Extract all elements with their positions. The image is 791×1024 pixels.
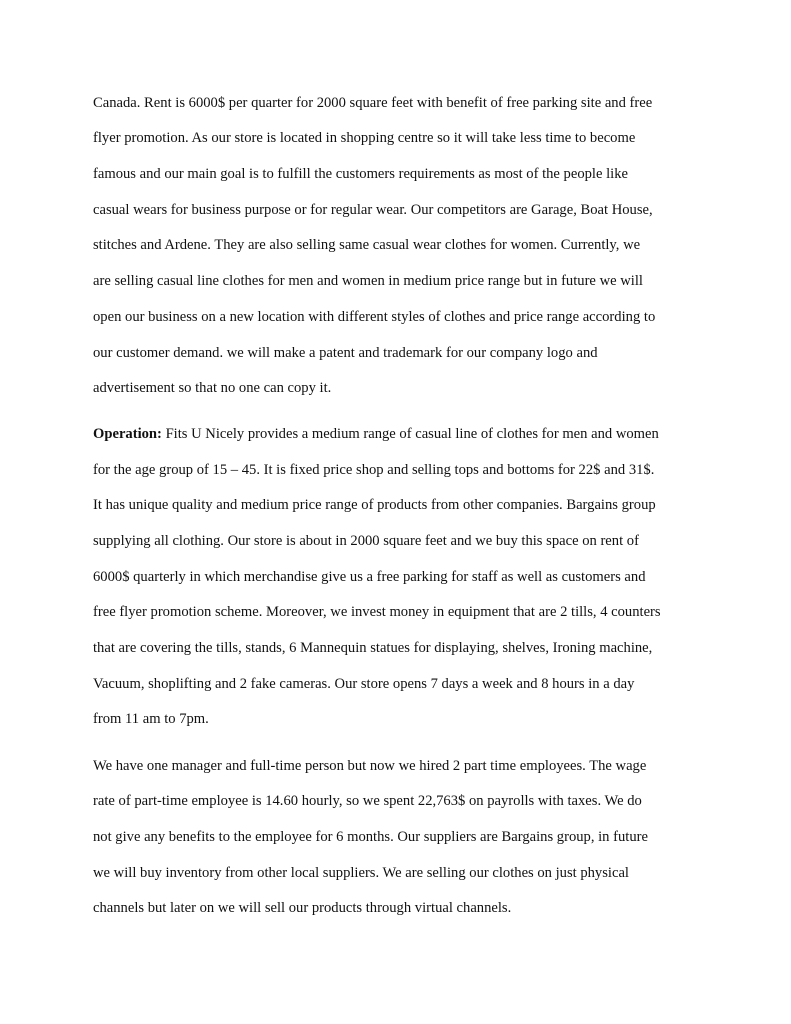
text-line: supplying all clothing. Our store is about in 2000 square feet and we buy this space on rent of bbox=[93, 533, 639, 549]
text-line: rate of part-time employee is 14.60 hourly, so we spent 22,763$ on payrolls with taxes. We do bbox=[93, 793, 642, 809]
text-line: open our business on a new location with different styles of clothes and price range according to bbox=[93, 309, 656, 325]
text-line: casual wears for business purpose or for regular wear. Our competitors are Garage, Boat House, bbox=[93, 202, 653, 218]
text-line: Vacuum, shoplifting and 2 fake cameras. Our store opens 7 days a week and 8 hours in a day bbox=[93, 676, 635, 692]
text-line: It has unique quality and medium price range of products from other companies. Bargains group bbox=[93, 497, 656, 513]
text-line: we will buy inventory from other local suppliers. We are selling our clothes on just physical bbox=[93, 865, 629, 881]
text-line: Canada. Rent is 6000$ per quarter for 2000 square feet with benefit of free parking site and free bbox=[93, 95, 653, 111]
text-line bbox=[93, 425, 659, 443]
text-segment: Fits U Nicely provides a medium range of casual line of clothes for men and women bbox=[161, 426, 659, 442]
text-line: advertisement so that no one can copy it. bbox=[93, 380, 332, 396]
text-line: our customer demand. we will make a patent and trademark for our company logo and bbox=[93, 345, 598, 361]
text-line: from 11 am to 7pm. bbox=[93, 711, 209, 727]
text-line: are selling casual line clothes for men and women in medium price range but in future we will bbox=[93, 273, 643, 289]
text-line: We have one manager and full-time person but now we hired 2 part time employees. The wage bbox=[93, 758, 647, 774]
text-line: free flyer promotion scheme. Moreover, we invest money in equipment that are 2 tills, 4 counters bbox=[93, 604, 661, 620]
section-heading-operation: Operation: bbox=[93, 426, 162, 442]
text-line: channels but later on we will sell our products through virtual channels. bbox=[93, 900, 512, 916]
text-line: stitches and Ardene. They are also selling same casual wear clothes for women. Currently, we bbox=[93, 237, 641, 253]
text-line: that are covering the tills, stands, 6 Mannequin statues for displaying, shelves, Ironing machine, bbox=[93, 640, 653, 656]
text-line: for the age group of 15 – 45. It is fixed price shop and selling tops and bottoms for 22$ and 31$. bbox=[93, 462, 655, 478]
text-line: flyer promotion. As our store is located in shopping centre so it will take less time to become bbox=[93, 130, 636, 146]
text-line: 6000$ quarterly in which merchandise give us a free parking for staff as well as customers and bbox=[93, 569, 646, 585]
text-line: famous and our main goal is to fulfill the customers requirements as most of the people like bbox=[93, 166, 628, 182]
text-line: not give any benefits to the employee for 6 months. Our suppliers are Bargains group, in future bbox=[93, 829, 648, 845]
